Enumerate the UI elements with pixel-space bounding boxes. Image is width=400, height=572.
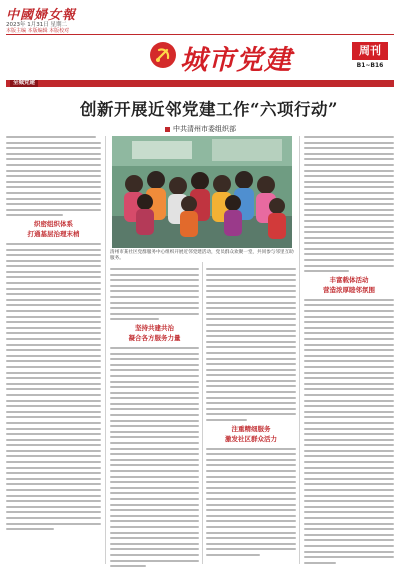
- body-text-line: [206, 543, 296, 545]
- body-text-line: [304, 299, 394, 301]
- body-text-line: [206, 459, 296, 461]
- body-text-line: [110, 296, 199, 298]
- body-text-line: [110, 548, 199, 550]
- body-text-line: [6, 428, 101, 430]
- body-text-line: [110, 565, 146, 567]
- body-text-line: [6, 243, 101, 245]
- body-text-line: [206, 504, 296, 506]
- body-text-line: [110, 543, 199, 545]
- body-text-line: [110, 386, 199, 388]
- body-text-line: [304, 360, 394, 362]
- body-text-line: [110, 302, 199, 304]
- body-text-line: [304, 164, 394, 166]
- body-text-line: [206, 492, 296, 494]
- body-text-line: [206, 413, 296, 415]
- body-text-line: [206, 307, 296, 309]
- body-text-line: [110, 364, 199, 366]
- body-text-line: [6, 377, 101, 379]
- section-title: 城市党建: [180, 45, 292, 76]
- body-text-line: [304, 495, 394, 497]
- body-text-line: [110, 498, 199, 500]
- body-text-line: [206, 374, 296, 376]
- body-text-line: [6, 483, 101, 485]
- body-text-line: [6, 455, 101, 457]
- body-text-line: [304, 203, 394, 205]
- text-column-1: [6, 136, 101, 534]
- issue-date: 2023年 1月31日 星期二: [6, 22, 67, 28]
- body-text-line: [304, 450, 394, 452]
- body-text-line: [110, 420, 199, 422]
- body-text-line: [6, 142, 101, 144]
- body-text-line: [206, 419, 247, 421]
- body-text-line: [206, 515, 296, 517]
- body-text-line: [6, 489, 101, 491]
- body-text-line: [304, 259, 394, 261]
- body-text-line: [206, 481, 296, 483]
- body-text-line: [206, 548, 296, 550]
- body-text-line: [110, 492, 199, 494]
- body-text-line: [110, 375, 199, 377]
- body-text-line: [206, 464, 296, 466]
- article-photo: [112, 136, 292, 248]
- body-text-line: [6, 461, 101, 463]
- body-text-line: [6, 366, 101, 368]
- body-text-line: [206, 537, 296, 539]
- masthead-divider: [6, 34, 394, 35]
- body-text-line: [304, 237, 394, 239]
- subhead-1: 织密组织体系: [34, 219, 73, 228]
- text-column-4: [304, 136, 394, 567]
- body-text-line: [110, 318, 159, 320]
- body-text-line: [206, 487, 296, 489]
- body-text-line: [304, 344, 394, 346]
- body-text-line: [304, 170, 394, 172]
- subhead-4b: 激发社区群众活力: [225, 434, 277, 443]
- body-text-line: [304, 439, 394, 441]
- text-column-3: [206, 268, 296, 560]
- text-column-2: [110, 268, 199, 571]
- body-text-line: [206, 526, 296, 528]
- body-text-line: [110, 448, 199, 450]
- body-text-line: [6, 400, 101, 402]
- body-text-line: [110, 526, 199, 528]
- body-text-line: [6, 355, 101, 357]
- body-text-line: [304, 472, 394, 474]
- subhead-2: 坚持共建共治: [135, 323, 174, 332]
- body-text-line: [110, 425, 199, 427]
- editor-line: 本版主编 本版编辑 本版校对: [6, 28, 70, 34]
- body-text-line: [304, 142, 394, 144]
- body-text-line: [6, 472, 101, 474]
- body-text-line: [6, 517, 101, 519]
- body-text-line: [6, 147, 101, 149]
- body-text-line: [304, 242, 394, 244]
- body-text-line: [206, 358, 296, 360]
- body-text-line: [206, 453, 296, 455]
- body-text-line: [6, 153, 101, 155]
- body-text-line: [206, 313, 296, 315]
- body-text-line: [304, 310, 394, 312]
- body-text-line: [206, 290, 296, 292]
- body-text-line: [304, 349, 394, 351]
- body-text-line: [304, 551, 394, 553]
- body-text-line: [110, 431, 199, 433]
- body-text-line: [304, 366, 394, 368]
- body-text-line: [110, 307, 199, 309]
- body-text-line: [6, 495, 101, 497]
- body-text-line: [304, 545, 394, 547]
- weekly-badge: 周刊: [352, 42, 388, 60]
- body-text-line: [304, 214, 394, 216]
- body-text-line: [6, 209, 101, 211]
- body-text-line: [110, 470, 199, 472]
- body-text-line: [304, 186, 394, 188]
- body-text-line: [206, 380, 296, 382]
- party-emblem-icon: [150, 42, 176, 68]
- body-text-line: [6, 316, 101, 318]
- paper-logo: 中國婦女報: [6, 8, 77, 23]
- body-text-line: [110, 274, 199, 276]
- body-text-line: [6, 344, 101, 346]
- body-text-line: [206, 397, 296, 399]
- body-text-line: [206, 476, 296, 478]
- body-text-line: [110, 313, 199, 315]
- body-text-line: [110, 487, 199, 489]
- banner-kicker: 全城党建: [10, 80, 38, 87]
- body-text-line: [206, 402, 296, 404]
- body-text-line: [6, 523, 101, 525]
- body-text-line: [206, 363, 296, 365]
- body-text-line: [304, 153, 394, 155]
- body-text-line: [304, 539, 394, 541]
- subhead-3: 丰富载体活动: [329, 275, 369, 284]
- body-text-line: [110, 504, 199, 506]
- body-text-line: [304, 433, 394, 435]
- body-text-line: [304, 478, 394, 480]
- body-text-line: [206, 470, 296, 472]
- body-text-line: [304, 562, 336, 564]
- body-text-line: [206, 324, 296, 326]
- subhead-3b: 营造浓厚睦邻氛围: [323, 285, 375, 294]
- body-text-line: [304, 253, 394, 255]
- body-text-line: [6, 260, 101, 262]
- body-text-line: [6, 321, 101, 323]
- body-text-line: [110, 436, 199, 438]
- body-text-line: [206, 279, 296, 281]
- body-text-line: [304, 265, 394, 267]
- body-text-line: [206, 296, 296, 298]
- body-text-line: [206, 520, 296, 522]
- group-photo-illustration: [112, 136, 292, 248]
- body-text-line: [304, 321, 394, 323]
- body-text-line: [6, 198, 101, 200]
- body-text-line: [206, 408, 296, 410]
- body-text-line: [304, 377, 394, 379]
- body-text-line: [304, 304, 394, 306]
- body-text-line: [304, 411, 394, 413]
- body-text-line: [6, 422, 101, 424]
- body-text-line: [6, 310, 101, 312]
- body-text-line: [110, 481, 199, 483]
- body-text-line: [6, 203, 101, 205]
- body-text-line: [110, 347, 199, 349]
- body-text-line: [206, 318, 296, 320]
- body-text-line: [6, 254, 101, 256]
- body-text-line: [110, 279, 199, 281]
- body-text-line: [110, 397, 199, 399]
- body-text-line: [110, 464, 199, 466]
- article-byline: [165, 124, 236, 134]
- body-text-line: [6, 411, 101, 413]
- body-text-line: [304, 467, 394, 469]
- body-text-line: [304, 192, 394, 194]
- body-text-line: [110, 408, 199, 410]
- subhead-4: 注重精细服务: [231, 424, 271, 433]
- body-text-line: [110, 476, 199, 478]
- body-text-line: [6, 327, 101, 329]
- body-text-line: [6, 136, 96, 138]
- body-text-line: [6, 528, 54, 530]
- body-text-line: [206, 391, 296, 393]
- body-text-line: [110, 453, 199, 455]
- banner-bar: [6, 80, 394, 87]
- body-text-line: [206, 369, 296, 371]
- body-text-line: [6, 192, 101, 194]
- body-text-line: [304, 383, 394, 385]
- body-text-line: [6, 282, 101, 284]
- subhead-1b: 打通基层治理末梢: [27, 229, 80, 238]
- body-text-line: [304, 316, 394, 318]
- body-text-line: [6, 478, 101, 480]
- body-text-line: [6, 383, 101, 385]
- body-text-line: [110, 509, 199, 511]
- body-text-line: [304, 327, 394, 329]
- body-text-line: [110, 353, 199, 355]
- body-text-line: [304, 517, 394, 519]
- body-text-line: [304, 483, 394, 485]
- body-text-line: [6, 276, 101, 278]
- body-text-line: [304, 506, 394, 508]
- body-text-line: [304, 500, 394, 502]
- body-text-line: [206, 341, 296, 343]
- column-rule: [299, 136, 300, 564]
- body-text-line: [304, 394, 394, 396]
- body-text-line: [110, 403, 199, 405]
- body-text-line: [304, 400, 394, 402]
- body-text-line: [304, 248, 394, 250]
- body-text-line: [110, 459, 199, 461]
- body-text-line: [110, 381, 199, 383]
- body-text-line: [6, 332, 101, 334]
- body-text-line: [6, 439, 101, 441]
- body-text-line: [110, 268, 199, 270]
- body-text-line: [110, 414, 199, 416]
- body-text-line: [206, 285, 296, 287]
- body-text-line: [206, 346, 296, 348]
- body-text-line: [6, 271, 101, 273]
- body-text-line: [206, 274, 296, 276]
- body-text-line: [304, 355, 394, 357]
- body-text-line: [304, 332, 394, 334]
- body-text-line: [304, 534, 394, 536]
- body-text-line: [304, 461, 394, 463]
- body-text-line: [304, 220, 394, 222]
- body-text-line: [6, 467, 101, 469]
- body-text-line: [206, 302, 296, 304]
- body-text-line: [206, 385, 296, 387]
- body-text-line: [110, 560, 199, 562]
- body-text-line: [6, 186, 101, 188]
- body-text-line: [6, 181, 101, 183]
- body-text-line: [6, 175, 101, 177]
- body-text-line: [304, 428, 394, 430]
- body-text-line: [110, 392, 199, 394]
- body-text-line: [304, 455, 394, 457]
- body-text-line: [206, 352, 296, 354]
- body-text-line: [6, 511, 101, 513]
- body-text-line: [110, 285, 199, 287]
- body-text-line: [304, 175, 394, 177]
- body-text-line: [206, 448, 296, 450]
- page-range: B1~B16: [356, 62, 384, 69]
- column-rule: [105, 136, 106, 564]
- body-text-line: [6, 433, 101, 435]
- body-text-line: [6, 158, 101, 160]
- body-text-line: [304, 158, 394, 160]
- body-text-line: [206, 498, 296, 500]
- body-text-line: [206, 268, 296, 270]
- body-text-line: [304, 209, 394, 211]
- body-text-line: [6, 444, 101, 446]
- body-text-line: [6, 360, 101, 362]
- body-text-line: [6, 170, 101, 172]
- body-text-line: [6, 416, 101, 418]
- body-text-line: [304, 338, 394, 340]
- column-rule: [202, 262, 203, 564]
- body-text-line: [6, 265, 101, 267]
- byline-marker-icon: [165, 127, 170, 132]
- body-text-line: [304, 198, 394, 200]
- body-text-line: [6, 293, 101, 295]
- body-text-line: [304, 226, 394, 228]
- body-text-line: [6, 405, 101, 407]
- body-text-line: [304, 523, 394, 525]
- body-text-line: [304, 511, 394, 513]
- body-text-line: [206, 509, 296, 511]
- body-text-line: [6, 288, 101, 290]
- body-text-line: [6, 164, 101, 166]
- body-text-line: [206, 335, 296, 337]
- body-text-line: [304, 270, 349, 272]
- body-text-line: [304, 422, 394, 424]
- body-text-line: [6, 372, 101, 374]
- body-text-line: [6, 394, 101, 396]
- body-text-line: [206, 554, 260, 556]
- body-text-line: [110, 520, 199, 522]
- body-text-line: [304, 136, 394, 138]
- body-text-line: [6, 450, 101, 452]
- body-text-line: [304, 528, 394, 530]
- body-text-line: [110, 515, 199, 517]
- body-text-line: [304, 181, 394, 183]
- body-text-line: [110, 554, 199, 556]
- body-text-line: [206, 330, 296, 332]
- body-text-line: [110, 532, 199, 534]
- body-text-line: [304, 231, 394, 233]
- body-text-line: [6, 388, 101, 390]
- photo-caption: 清州市某社区党群服务中心组织开展近邻党建活动，党员群众欢聚一堂，共同参与邻里互助服务。: [110, 250, 294, 261]
- body-text-line: [6, 338, 101, 340]
- body-text-line: [304, 444, 394, 446]
- body-text-line: [6, 299, 101, 301]
- subhead-2b: 凝合各方服务力量: [128, 333, 181, 342]
- body-text-line: [110, 290, 199, 292]
- body-text-line: [6, 349, 101, 351]
- body-text-line: [304, 372, 394, 374]
- body-text-line: [110, 442, 199, 444]
- body-text-line: [6, 506, 101, 508]
- body-text-line: [6, 500, 101, 502]
- body-text-line: [304, 147, 394, 149]
- body-text-line: [6, 304, 101, 306]
- body-text-line: [110, 358, 199, 360]
- body-text-line: [304, 556, 394, 558]
- body-text-line: [304, 405, 394, 407]
- body-text-line: [6, 249, 101, 251]
- body-text-line: [6, 214, 63, 216]
- body-text-line: [206, 532, 296, 534]
- byline-text: 中共清州市委组织部: [173, 125, 236, 133]
- body-text-line: [110, 369, 199, 371]
- article-headline: 创新开展近邻党建工作“六项行动”: [80, 100, 338, 119]
- body-text-line: [304, 416, 394, 418]
- body-text-line: [110, 537, 199, 539]
- body-text-line: [304, 388, 394, 390]
- body-text-line: [304, 489, 394, 491]
